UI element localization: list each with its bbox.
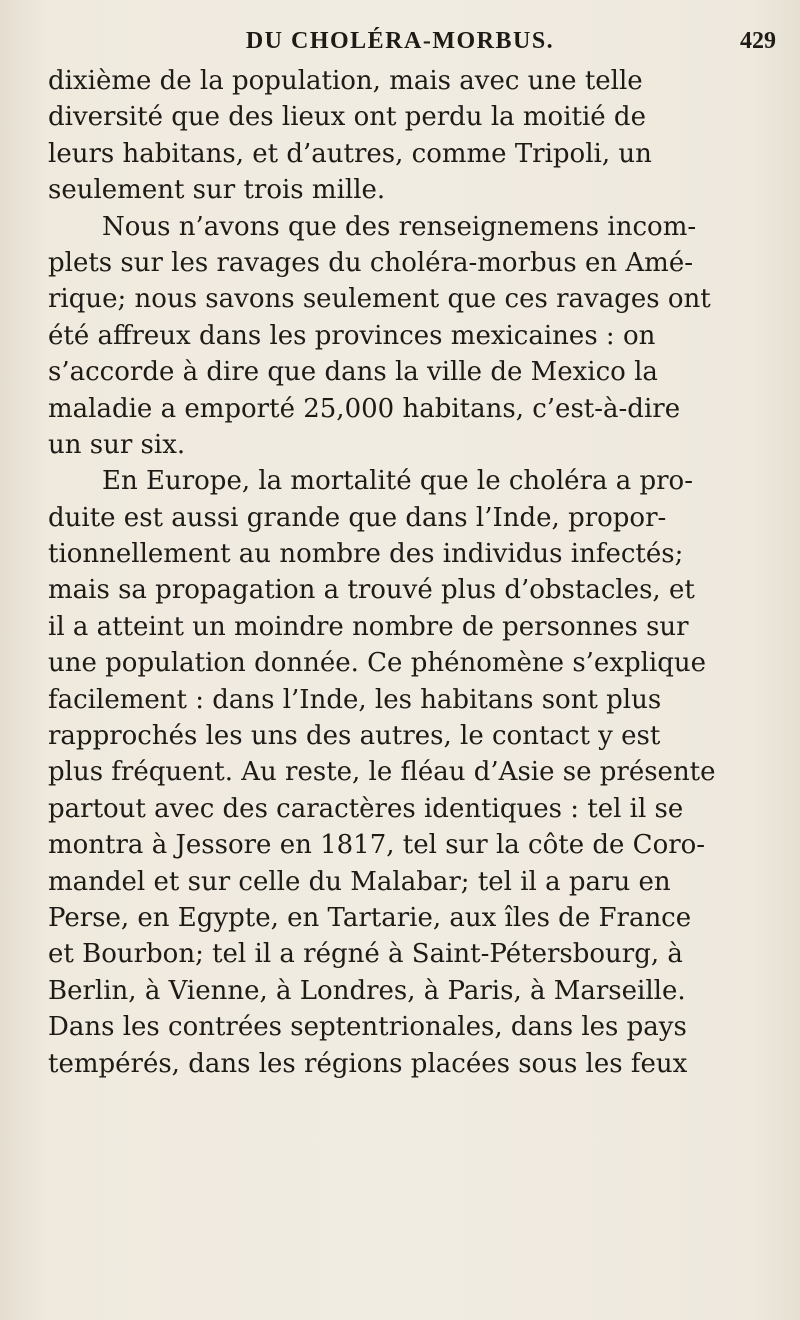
paragraph-start-line: En Europe, la mortalité que le choléra a pro- [102, 466, 693, 497]
text-line: tempérés, dans les régions placées sous les feux [48, 1048, 688, 1079]
text-line: il a atteint un moindre nombre de personnes sur [48, 611, 689, 642]
text-line: leurs habitans, et d’autres, comme Tripoli, un [48, 138, 652, 169]
text-line: rapprochés les uns des autres, le contact y est [48, 721, 661, 752]
text-line: dixième de la population, mais avec une telle [48, 66, 643, 96]
text-line: été affreux dans les provinces mexicaines : on [48, 320, 656, 351]
text-line: un sur six. [48, 429, 186, 460]
text-line: mais sa propagation a trouvé plus d’obstacles, et [48, 575, 695, 606]
text-line: une population donnée. Ce phénomène s’explique [48, 648, 707, 679]
text-line: s’accorde à dire que dans la ville de Mexico la [48, 357, 658, 388]
text-line: rique; nous savons seulement que ces ravages ont [48, 284, 711, 315]
page-header [0, 20, 800, 60]
text-line: facilement : dans l’Inde, les habitans sont plus [48, 684, 662, 715]
text-line: seulement sur trois mille. [48, 175, 386, 206]
text-line: Berlin, à Vienne, à Londres, à Paris, à Marseille. [48, 975, 686, 1006]
text-line: Dans les contrées septentrionales, dans les pays [48, 1012, 687, 1043]
text-line: diversité que des lieux ont perdu la moitié de [48, 102, 646, 133]
paragraph-start-line: Nous n’avons que des renseignemens incom- [102, 211, 697, 242]
text-line: tionnellement au nombre des individus infectés; [48, 539, 684, 570]
text-line: Perse, en Egypte, en Tartarie, aux îles de France [48, 902, 692, 933]
body-text [48, 63, 768, 1082]
text-line: mandel et sur celle du Malabar; tel il a paru en [48, 866, 671, 897]
text-line: partout avec des caractères identiques : tel il se [48, 793, 684, 824]
text-line: et Bourbon; tel il a régné à Saint-Pétersbourg, à [48, 939, 683, 970]
text-line: plets sur les ravages du choléra-morbus en Amé- [48, 247, 694, 278]
text-line: montra à Jessore en 1817, tel sur la côte de Coro- [48, 830, 706, 861]
running-title: DU CHOLÉRA-MORBUS. [245, 28, 555, 54]
text-line: duite est aussi grande que dans l’Inde, propor- [48, 502, 667, 533]
text-line: plus fréquent. Au reste, le fléau d’Asie se présente [48, 757, 716, 788]
page-number: 429 [740, 28, 776, 54]
text-line: maladie a emporté 25,000 habitans, c’est-à-dire [48, 393, 681, 424]
